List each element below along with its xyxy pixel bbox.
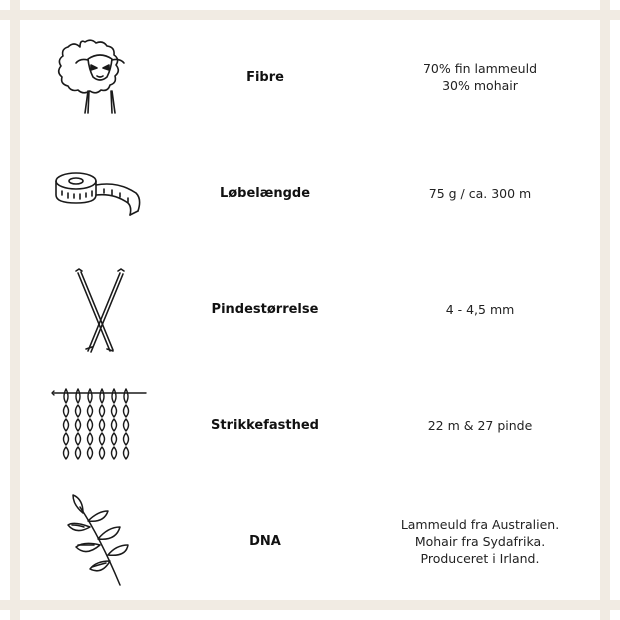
spec-value-line: 22 m & 27 pinde: [427, 417, 533, 433]
frame-right-border: [600, 0, 610, 620]
knit-swatch-icon: [50, 375, 150, 475]
knitting-needles-icon: [50, 259, 150, 359]
spec-row-gauge: [20, 370, 600, 480]
spec-label: Pindestørrelse: [211, 301, 319, 317]
spec-row-fibre: [20, 22, 600, 132]
measuring-tape-icon: [50, 143, 150, 243]
frame-bottom-border: [0, 600, 620, 610]
spec-value-line: 75 g / ca. 300 m: [428, 185, 532, 201]
leaf-branch-icon: [50, 491, 150, 591]
spec-value: [360, 22, 600, 132]
spec-value-line: 30% mohair: [442, 78, 518, 93]
spec-label: Strikkefasthed: [211, 417, 319, 433]
spec-row-dna: [20, 486, 600, 596]
sheep-icon: [50, 27, 150, 127]
spec-value-line: Produceret i Irland.: [420, 550, 540, 566]
spec-value: [360, 138, 600, 248]
spec-value: [360, 486, 600, 596]
spec-value-line: 4 - 4,5 mm: [445, 301, 515, 317]
spec-label: Fibre: [246, 69, 284, 85]
spec-value: [360, 254, 600, 364]
spec-label: Løbelængde: [219, 185, 311, 201]
spec-value-line: Lammeuld fra Australien.: [400, 516, 560, 532]
frame-top-border: [0, 10, 620, 20]
spec-value: [360, 370, 600, 480]
spec-row-length: [20, 138, 600, 248]
spec-value-line: Mohair fra Sydafrika.: [414, 533, 546, 549]
spec-row-needle-size: [20, 254, 600, 364]
frame-left-border: [10, 0, 20, 620]
spec-value-line: 70% fin lammeuld: [422, 61, 538, 76]
spec-label: DNA: [249, 533, 281, 549]
